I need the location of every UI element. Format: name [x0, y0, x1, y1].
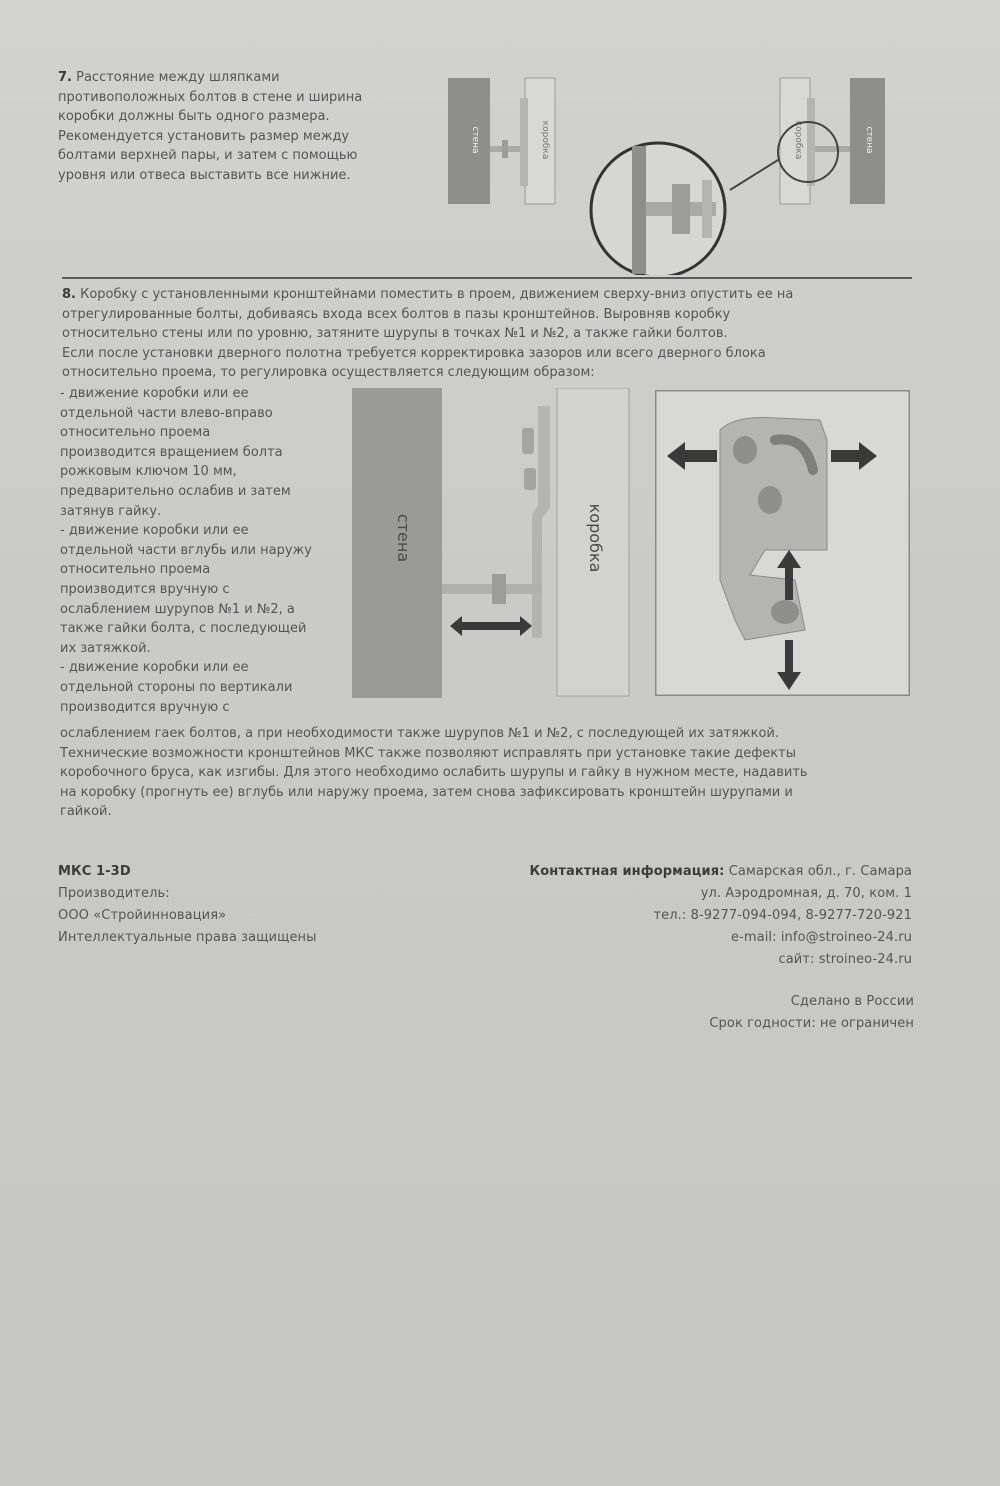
- product-name: МКС 1-3D: [58, 864, 131, 879]
- step8-intro-line-4: Если после установки дверного полотна требуется корректировка зазоров или всего дверного блока: [62, 345, 766, 361]
- step8-depth-arrow: [450, 616, 532, 636]
- step8-list-line: - движение коробки или ее: [60, 660, 249, 676]
- step7-zoom-nut: [672, 184, 690, 234]
- step8-outro-line-1: ослаблением гаек болтов, а при необходимости также шурупов №1 и №2, с последующей их затяжкой.: [60, 726, 779, 741]
- step7-line-4: Рекомендуется установить размер между: [58, 128, 350, 144]
- contact-phone: тел.: 8-9277-094-094, 8-9277-720-921: [653, 908, 912, 923]
- step8-slot-2: [758, 486, 782, 514]
- step8-list-line: отдельной стороны по вертикали: [60, 679, 293, 695]
- step8-outro-line-3: коробочного бруса, как изгибы. Для этого необходимо ослабить шурупы и гайку в нужном месте, надавить: [60, 765, 808, 781]
- step8-list-line: затянув гайку.: [60, 503, 162, 519]
- step7-wall-left: [448, 78, 490, 204]
- step8-bracket: [532, 406, 550, 638]
- step8-list-line: производится вращением болта: [60, 444, 283, 460]
- step7-zoom-wall: [632, 146, 646, 274]
- step8-outro-line-2: Технические возможности кронштейнов МКС также позволяют исправлять при установке такие дефекты: [60, 745, 796, 761]
- made-in: Сделано в России: [790, 994, 914, 1009]
- step8-list-line: их затяжкой.: [60, 640, 151, 656]
- step8-intro: [62, 285, 922, 383]
- step7-wall-label-right: стена: [864, 126, 874, 154]
- contact-region: Самарская обл., г. Самара: [728, 864, 912, 879]
- step8-intro-line-3: относительно стены или по уровню, затяните шурупы в точках №1 и №2, а также гайки болтов.: [62, 326, 728, 342]
- step7-line-2: противоположных болтов в стене и ширина: [58, 89, 363, 105]
- step7-wall-label-left: стена: [470, 126, 480, 154]
- step8-list: [60, 384, 350, 717]
- step7-zoom-bracket: [702, 180, 712, 238]
- section-divider: [62, 277, 912, 279]
- step8-slot-1: [733, 436, 757, 464]
- step8-list-line: ослаблением шурупов №1 и №2, а: [60, 601, 295, 617]
- step7-zoom-line: [730, 160, 778, 190]
- step8-bolt-head: [771, 600, 799, 624]
- step8-outro-line-4: на коробку (прогнуть ее) вглубь или наружу проема, затем снова зафиксировать кронштейн шурупами и: [60, 784, 793, 800]
- step8-list-line: относительно проема: [60, 562, 211, 578]
- contact-line: [530, 862, 912, 882]
- step7-text: [58, 68, 418, 186]
- step8-list-line: отдельной части вглубь или наружу: [60, 542, 312, 558]
- step8-list-line: - движение коробки или ее: [60, 523, 249, 539]
- step8-list-line: относительно проема: [60, 425, 211, 441]
- step7-bracket-right: [807, 98, 815, 186]
- step8-outro-line-5: гайкой.: [60, 804, 112, 820]
- step8-wall-label: стена: [394, 513, 413, 563]
- step8-screw-1: [522, 428, 534, 454]
- step8-number: 8.: [62, 287, 76, 302]
- step8-list-line: производится вручную с: [60, 699, 230, 715]
- maker-label: Производитель:: [58, 886, 170, 901]
- step7-line-3: коробки должны быть одного размера.: [58, 109, 330, 125]
- step7-line-1: Расстояние между шляпками: [76, 70, 280, 85]
- step8-intro-line-1: Коробку с установленными кронштейнами поместить в проем, движением сверху-вниз опустить ее на: [80, 287, 794, 302]
- step7-line-5: болтами верхней пары, и затем с помощью: [58, 148, 358, 164]
- maker-name: ООО «Стройинновация»: [58, 908, 227, 923]
- step8-list-line: рожковым ключом 10 мм,: [60, 464, 237, 480]
- step8-side-figure: [352, 388, 632, 698]
- step8-list-line: отдельной части влево-вправо: [60, 405, 273, 421]
- step7-bolt-right: [810, 146, 850, 152]
- shelf-life: Срок годности: не ограничен: [709, 1016, 914, 1031]
- contact-address: ул. Аэродромная, д. 70, ком. 1: [700, 886, 912, 901]
- step7-nut-left: [502, 140, 508, 158]
- rights-text: Интеллектуальные права защищены: [58, 930, 317, 945]
- step8-list-line: предварительно ослабив и затем: [60, 483, 291, 499]
- step7-bracket-left: [520, 98, 528, 186]
- step8-intro-line-2: отрегулированные болты, добиваясь входа всех болтов в пазы кронштейнов. Выровняв коробку: [62, 306, 731, 322]
- step7-box-label-left: коробка: [540, 120, 550, 160]
- step8-list-line: производится вручную с: [60, 581, 230, 597]
- step8-screw-2: [524, 468, 536, 490]
- step8-front-figure: [655, 390, 910, 696]
- contact-label: Контактная информация:: [529, 864, 725, 879]
- step7-number: 7.: [58, 70, 72, 85]
- step7-line-6: уровня или отвеса выставить все нижние.: [58, 167, 351, 183]
- step8-nut: [492, 574, 506, 604]
- step7-box-label-right: коробка: [793, 120, 803, 160]
- step8-list-line: - движение коробки или ее: [60, 386, 249, 401]
- contact-email: e-mail: info@stroineo-24.ru: [730, 930, 912, 945]
- step8-box-label: коробка: [586, 503, 605, 573]
- contact-site: сайт: stroineo-24.ru: [778, 952, 912, 967]
- step8-outro: [60, 724, 930, 822]
- step8-intro-line-5: относительно проема, то регулировка осуществляется следующим образом:: [62, 365, 595, 381]
- step8-list-line: также гайки болта, с последующей: [60, 621, 307, 637]
- step7-figure: [440, 60, 900, 275]
